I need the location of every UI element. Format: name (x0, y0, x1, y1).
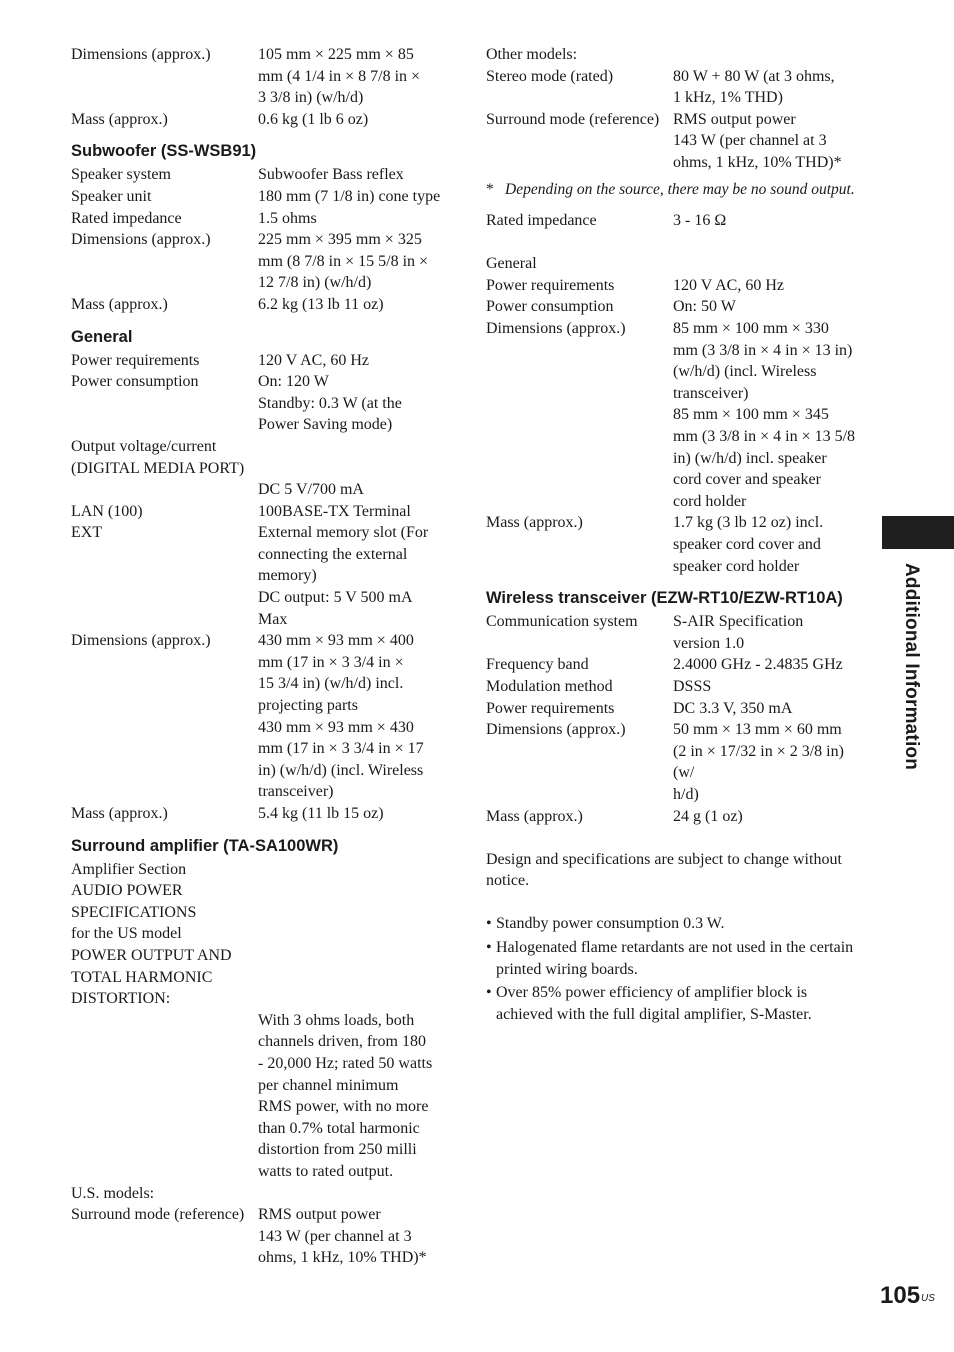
footnote-marker: * (486, 180, 494, 198)
spec-value: 6.2 kg (13 lb 11 oz) (258, 295, 384, 313)
spec-value (676, 253, 866, 275)
spec-value: 80 W + 80 W (at 3 ohms, (673, 67, 835, 85)
spec-row (71, 501, 461, 523)
spec-value (266, 880, 461, 923)
spec-row (486, 676, 866, 698)
spec-value: 24 g (1 oz) (673, 807, 743, 825)
spec-label: Dimensions (approx.) (71, 46, 211, 63)
spec-value: Subwoofer Bass reflex (258, 166, 404, 184)
spec-row (71, 630, 461, 652)
spec-value: 50 mm × 13 mm × 60 mm (673, 721, 842, 739)
spec-label: U.S. models: (71, 1184, 155, 1202)
spec-value: 180 mm (7 1/8 in) cone type (258, 187, 441, 205)
spec-row (486, 469, 866, 491)
spec-value: 3 - 16 Ω (673, 212, 727, 230)
spec-value (266, 859, 461, 881)
spec-value: 5.4 kg (11 lb 15 oz) (258, 805, 384, 822)
spec-row (486, 448, 866, 470)
spec-row (71, 414, 461, 436)
spec-value: 85 mm × 100 mm × 345 (673, 406, 829, 424)
spec-row (486, 719, 866, 741)
spec-row (71, 164, 461, 186)
spec-row (71, 1053, 461, 1075)
spec-row (486, 253, 866, 275)
page-number-suffix: US (921, 1293, 935, 1304)
spec-row (71, 186, 461, 208)
spec-value: 430 mm × 93 mm × 400 (258, 632, 414, 650)
spec-label: Speaker system (71, 166, 171, 184)
spec-row (71, 371, 461, 393)
spec-value: DSSS (673, 677, 712, 695)
spec-value: distortion from 250 milli (258, 1141, 417, 1159)
spec-value: in) (w/h/d) (incl. Wireless (258, 761, 424, 779)
spec-row (71, 738, 461, 760)
section-title-subwoofer: Subwoofer (SS-WSB91) (71, 142, 257, 161)
spec-row (71, 1031, 461, 1053)
spec-row (71, 652, 461, 674)
spec-row (71, 717, 461, 739)
spec-value: Max (258, 610, 288, 628)
spec-row (486, 654, 866, 676)
footnote-text: Depending on the source, there may be no sound output. (505, 180, 855, 198)
spec-value: 1.7 kg (3 lb 12 oz) incl. (673, 514, 824, 532)
spec-value: watts to rated output. (258, 1162, 394, 1180)
spec-label: Power requirements (486, 699, 615, 717)
spec-value: in) (w/h/d) incl. speaker (673, 449, 827, 467)
spec-value: DC 5 V/700 mA (258, 481, 364, 499)
spec-value: RMS output power (258, 1206, 381, 1224)
spec-row (71, 781, 461, 803)
spec-value: S-AIR Specification (673, 613, 804, 631)
spec-label: Amplifier Section (71, 860, 187, 878)
chapter-tab-marker (882, 516, 954, 549)
spec-row (71, 1075, 461, 1097)
spec-value: Standby: 0.3 W (at the (258, 394, 402, 412)
spec-label: Other models: (486, 46, 578, 63)
bullet-text: Standby power consumption 0.3 W. (496, 915, 725, 933)
spec-row (486, 491, 866, 513)
spec-value: RMS output power (673, 110, 796, 128)
spec-row (71, 1161, 461, 1183)
spec-label: Output voltage/current (71, 437, 217, 455)
spec-value (676, 44, 866, 66)
intro-spec-table (71, 44, 461, 130)
spec-row (71, 458, 461, 480)
spec-label: Dimensions (approx.) (486, 721, 626, 739)
spec-label: Frequency band (486, 656, 589, 674)
section-title-amplifier: Surround amplifier (TA-SA100WR) (71, 836, 339, 855)
spec-row (71, 350, 461, 372)
spec-value: speaker cord holder (673, 557, 800, 575)
section-title-general: General (71, 327, 133, 346)
spec-value: cord cover and speaker (673, 471, 821, 489)
spec-row (71, 436, 461, 458)
spec-value: per channel minimum (258, 1076, 399, 1094)
amplifier-spec-table (71, 859, 461, 1269)
spec-row (71, 1183, 461, 1205)
spec-row (486, 784, 866, 806)
spec-label: Mass (approx.) (71, 805, 168, 822)
spec-value: 120 V AC, 60 Hz (258, 351, 369, 369)
transceiver-spec-table (486, 611, 866, 827)
spec-value: than 0.7% total harmonic (258, 1119, 420, 1137)
spec-value (266, 988, 461, 1010)
spec-value: 3 3/8 in) (w/h/d) (258, 89, 364, 107)
spec-value: version 1.0 (673, 634, 745, 652)
spec-row (486, 210, 866, 232)
spec-value: (2 in × 17/32 in × 2 3/8 in) (w/ (673, 742, 844, 782)
spec-value: 1 kHz, 1% THD) (673, 89, 783, 107)
spec-value: 0.6 kg (1 lb 6 oz) (258, 110, 369, 128)
spec-row (486, 426, 866, 448)
spec-row (486, 152, 866, 174)
spec-row (71, 988, 461, 1010)
bullet-text: Over 85% power efficiency of amplifier block is achieved with the full digital amplifier, S-Master. (496, 984, 812, 1023)
spec-label: POWER OUTPUT AND TOTAL HARMONIC (71, 946, 232, 986)
chapter-tab-label: Additional Information (901, 563, 922, 771)
spec-row (71, 393, 461, 415)
spec-value: ohms, 1 kHz, 10% THD)* (673, 153, 842, 171)
spec-value: 1.5 ohms (258, 209, 317, 227)
spec-row (71, 208, 461, 230)
spec-value: mm (3 3/8 in × 4 in × 13 5/8 (673, 428, 856, 445)
spec-row (71, 695, 461, 717)
spec-label: Stereo mode (rated) (486, 67, 614, 85)
spec-value: 430 mm × 93 mm × 430 (258, 718, 414, 736)
spec-label: Surround mode (reference) (71, 1206, 245, 1224)
spec-row (71, 1096, 461, 1118)
right-general-spec-table (486, 253, 866, 577)
spec-row (71, 760, 461, 782)
spec-row (71, 522, 461, 544)
spec-label: Power consumption (71, 373, 199, 391)
bullet-item: • Standby power consumption 0.3 W. (486, 913, 866, 935)
spec-value: - 20,000 Hz; rated 50 watts (258, 1054, 433, 1072)
spec-row (71, 609, 461, 631)
right-column (486, 44, 866, 1027)
spec-row (486, 512, 866, 534)
spec-row (486, 340, 866, 362)
spec-value (266, 923, 461, 945)
spec-label: EXT (71, 524, 103, 542)
spec-row (71, 109, 461, 131)
spec-row (71, 229, 461, 251)
spec-label: Mass (approx.) (71, 295, 168, 313)
spec-value: channels driven, from 180 (258, 1033, 426, 1051)
page-number (880, 1282, 935, 1310)
spec-value: DC output: 5 V 500 mA (258, 589, 413, 607)
spec-label: Power consumption (486, 298, 614, 316)
spec-row (486, 296, 866, 318)
spec-label: Power requirements (71, 351, 200, 369)
spec-value: On: 50 W (673, 298, 736, 316)
spec-row (486, 698, 866, 720)
spec-label: Rated impedance (71, 209, 182, 227)
footnote (486, 178, 866, 203)
spec-value: (w/h/d) (incl. Wireless (673, 363, 817, 381)
spec-row (486, 633, 866, 655)
spec-row (71, 1247, 461, 1269)
spec-value (266, 945, 461, 988)
spec-row (71, 272, 461, 294)
spec-value: cord holder (673, 492, 747, 510)
spec-value: 2.4000 GHz - 2.4835 GHz (673, 656, 843, 674)
spec-row (71, 1226, 461, 1248)
spec-value: mm (3 3/8 in × 4 in × 13 in) (673, 341, 853, 359)
spec-value (266, 1183, 461, 1205)
spec-row (486, 806, 866, 828)
spec-row (486, 318, 866, 340)
spec-value: 85 mm × 100 mm × 330 (673, 320, 829, 338)
spec-row (486, 361, 866, 383)
spec-value: 143 W (per channel at 3 (258, 1227, 412, 1245)
spec-label: Modulation method (486, 677, 613, 695)
spec-value: 100BASE-TX Terminal (258, 502, 411, 520)
spec-label: Power requirements (486, 276, 615, 294)
spec-value: ohms, 1 kHz, 10% THD)* (258, 1249, 427, 1267)
spec-value: On: 120 W (258, 373, 329, 391)
spec-row (486, 556, 866, 578)
spec-value: 225 mm × 395 mm × 325 (258, 231, 422, 249)
spec-value: speaker cord cover and (673, 535, 821, 553)
spec-value: DC 3.3 V, 350 mA (673, 699, 793, 717)
bullet-text: Halogenated flame retardants are not used in the certain printed wiring boards. (496, 939, 854, 978)
spec-row (71, 673, 461, 695)
spec-label: Dimensions (approx.) (486, 320, 626, 338)
spec-value: h/d) (673, 785, 699, 803)
spec-row (486, 130, 866, 152)
impedance-spec-table (486, 210, 866, 232)
other-models-spec-table (486, 44, 866, 174)
change-notice: Design and specifications are subject to change without notice. (486, 850, 842, 890)
spec-value: projecting parts (258, 697, 358, 715)
spec-row (71, 923, 461, 945)
bullet-item: • Over 85% power efficiency of amplifier block is achieved with the full digital amplifier, S-Master. (486, 982, 866, 1025)
spec-value: Power Saving mode) (258, 416, 393, 434)
spec-label: Mass (approx.) (486, 807, 583, 825)
section-title-transceiver: Wireless transceiver (EZW-RT10/EZW-RT10A) (486, 589, 843, 608)
spec-value: mm (4 1/4 in × 8 7/8 in × (258, 67, 421, 85)
spec-label: Mass (approx.) (486, 514, 583, 532)
spec-value: connecting the external (258, 545, 408, 563)
spec-row (486, 534, 866, 556)
spec-value: mm (17 in × 3 3/4 in × (258, 653, 404, 671)
spec-value: 143 W (per channel at 3 (673, 132, 827, 150)
spec-value (266, 436, 461, 458)
spec-row (486, 66, 866, 88)
spec-row (486, 383, 866, 405)
spec-label: Surround mode (reference) (486, 110, 660, 128)
spec-row (71, 1204, 461, 1226)
spec-row (71, 87, 461, 109)
spec-label: General (486, 255, 537, 273)
spec-value: With 3 ohms loads, both (258, 1011, 415, 1029)
spec-row (71, 587, 461, 609)
spec-row (486, 87, 866, 109)
spec-row (486, 275, 866, 297)
spec-row (486, 109, 866, 131)
subwoofer-spec-table (71, 164, 461, 315)
spec-label: LAN (100) (71, 502, 143, 520)
spec-row (71, 479, 461, 501)
spec-row (71, 859, 461, 881)
spec-label: Dimensions (approx.) (71, 231, 211, 249)
spec-row (71, 803, 461, 825)
spec-label: for the US model (71, 925, 182, 943)
spec-row (71, 544, 461, 566)
spec-label: Speaker unit (71, 187, 152, 205)
general-spec-table (71, 350, 461, 825)
spec-value: mm (8 7/8 in × 15 5/8 in × (258, 252, 429, 270)
spec-row (71, 880, 461, 923)
feature-bullet-list (486, 913, 866, 1025)
spec-value: transceiver) (258, 783, 334, 801)
spec-row (71, 1118, 461, 1140)
spec-row (486, 741, 866, 784)
spec-row (486, 404, 866, 426)
spec-value: 15 3/4 in) (w/h/d) incl. (258, 675, 404, 693)
spec-value: 12 7/8 in) (w/h/d) (258, 274, 372, 292)
left-column (71, 44, 461, 1269)
spec-row (486, 44, 866, 66)
spec-row (71, 1010, 461, 1032)
spec-row (71, 44, 461, 66)
spec-label: Communication system (486, 613, 638, 631)
bullet-item: • Halogenated flame retardants are not used in the certain printed wiring boards. (486, 937, 866, 980)
spec-value: 105 mm × 225 mm × 85 (258, 46, 414, 63)
spec-label: AUDIO POWER SPECIFICATIONS (71, 882, 197, 921)
spec-value: memory) (258, 567, 317, 585)
spec-label: Mass (approx.) (71, 110, 168, 128)
spec-row (71, 565, 461, 587)
spec-value: 120 V AC, 60 Hz (673, 276, 784, 294)
page-number-value: 105 (880, 1282, 921, 1309)
spec-value: RMS power, with no more (258, 1098, 429, 1116)
spec-value (266, 458, 461, 480)
spec-row (71, 251, 461, 273)
spec-value: mm (17 in × 3 3/4 in × 17 (258, 740, 424, 758)
spec-value: External memory slot (For (258, 524, 429, 542)
spec-value: transceiver) (673, 384, 749, 402)
spec-row (71, 1139, 461, 1161)
spec-row (71, 294, 461, 316)
spec-row (71, 945, 461, 988)
spec-label: DISTORTION: (71, 990, 171, 1008)
spec-label: (DIGITAL MEDIA PORT) (71, 459, 245, 477)
spec-label: Rated impedance (486, 212, 597, 230)
spec-label: Dimensions (approx.) (71, 632, 211, 650)
spec-row (71, 66, 461, 88)
spec-row (486, 611, 866, 633)
